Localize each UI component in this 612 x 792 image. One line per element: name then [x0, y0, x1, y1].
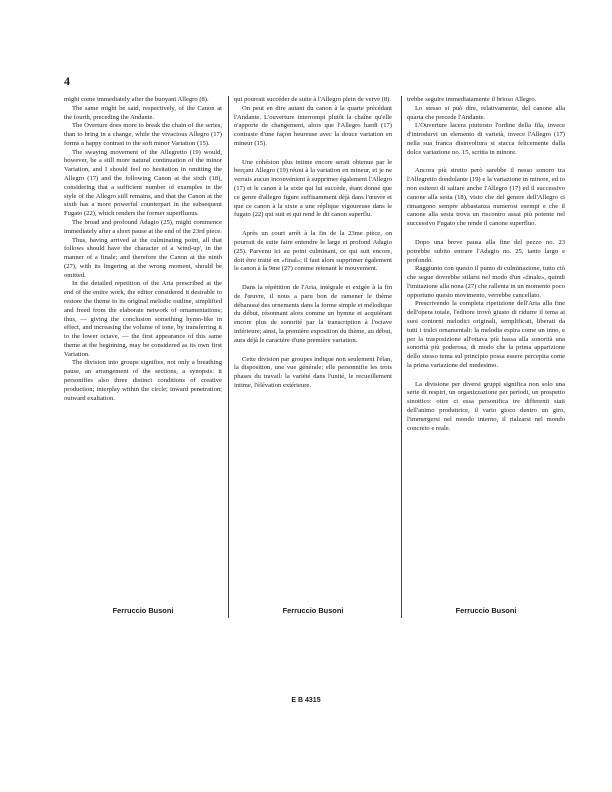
en-paragraph-3: The Overture does more to break the chain of the series, than to bring in a change, while the vivacious Allegro (17) forms a happy contrast to the soft minor Variation (15).	[64, 122, 222, 147]
fr-paragraph-6: Cette division par groupes indique non seulement l'élan, la disposition, une vue générale: elle personnifie les trois phases du travail: la variété dans l'unité, le recueillement intime, l'élévation extérieure.	[234, 355, 392, 389]
it-paragraph-1: trebbe seguire immediatamente il brioso Allegro.	[407, 96, 537, 103]
en-paragraph-1: might come immediately after the buoyant Allegro (8).	[64, 96, 209, 103]
it-paragraph-4: Ancora più stretto però sarebbe il nesso sonoro tra l'Allegretto dondolante (19) e la variazione in minore, ed io non esiterei di saltare anche l'Allegro (17) ed il successivo canone alla sesta (18), visto che del genere dell'Allegro ci rimangono sempre abbastanza numerosi esempi e che il canone alla sesta trova un riscontro assai più potente nel successivo Fugato che rende il canone superfluo.	[407, 167, 565, 228]
it-paragraph-5: Dopo una breve pausa alla fine del pezzo no. 23 potrebbe subito entrare l'Adagio no. 25, tanto largo e profondo.	[407, 238, 565, 264]
en-paragraph-8: The division into groups signifies, not only a breathing pause, an arrangement of the sections, a synopsis: it personifies also three distinct conditions of creative production; interplay within the circle; inward penetration; outward exaltation.	[64, 359, 222, 402]
page-number: 4	[64, 74, 70, 88]
en-paragraph-2: The same might be said, respectively, of the Canon at the fourth, preceding the Andante.	[64, 104, 222, 121]
it-paragraph-3: L'Ouverture lacera piuttosto l'ordine della fila, invece d'introdurvi un elemento di varietà, invece l'Allegro (17) nella sua franca disinvoltura si stacca felicemente dalla dolce variazione no. 15, scritta in minore.	[407, 122, 565, 156]
italian-column	[407, 96, 565, 433]
en-paragraph-7: In the detailed repetition of the Aria prescribed at the end of the entire work, the editor considered it desirable to restore the theme to its original melodic outline, simplified and freed from the elaborate network of ornamentations; thus, — giving the conclusion something hymn-like in effect, and increasing the volume of tone, by transferring it to the lower octave, — the first appearance of this same theme at the beginning, may be considered as its own first Variation.	[64, 280, 222, 358]
catalog-code: E B 4315	[291, 697, 321, 704]
fr-paragraph-5: Dans la répétition de l'Aria, intégrale et exigée à la fin de l'œuvre, il nous a paru bon de ramener le thème débarassé des ornements dans la forme simple et mélodique du début, résonnant alors comme un hymne et acquiérant encore plus de sonorité par la transcription à l'octave inférieure; ainsi, la première exposition du thème, au début, aura déjà le caractère d'une première variation.	[234, 284, 392, 344]
column-divider-1	[228, 96, 229, 618]
fr-paragraph-2: On peut en dire autant du canon à la quarte précédant l'Andante. L'ouverture interrompt plutôt la chaîne qu'elle n'apporte de changement, alors que l'Allegro hardi (17) contraste d'une façon heureuse avec la douce variation en mineur (15).	[234, 104, 392, 147]
fr-paragraph-3: Une cohésion plus intime encore serait obtenue par le berçant Allegro (19) réuni à la variation en mineur, et je ne verrais aucun inconvénient à supprimer également l'Allegro (17) et le canon à la sixte qui lui succède, étant donné que ce genre d'allegro figure suffisamment déjà dans l'œuvre et que ce canon à la sixte a une réplique vigoureuse dans le fugato (22) qui suit et qui rend le dit canon superflu.	[234, 158, 392, 219]
fr-signature: Ferruccio Busoni	[282, 606, 344, 615]
fr-paragraph-1: qui pourrait succéder de suite à l'Allegro plein de verve (8).	[234, 96, 391, 103]
en-paragraph-5: The broad and profound Adagio (25), might commence immediately after a short pause at the end of the 23rd piece.	[64, 218, 222, 235]
it-paragraph-7: Prescrivendo la completa ripetizione dell'Aria alla fine dell'opera totale, l'editore trovò giusto di ridurre il tema ai suoi contorni melodici originali, semplificati, liberati da tutti i tralci ornamentali: la melodia espira come un inno, e per la trasposizione all'ottava più bassa alla sonorità una sonorità più poderosa, di modo che la prima apparizione dello stesso tema sul principio possa essere percepita come la prima variazione del medesimo.	[407, 300, 565, 369]
fr-paragraph-4: Après un court arrêt à la fin de la 23me pièce, on pourrait de suite faire entendre le large et profond Adagio (25). Parvenu ici au point culminant, ce qui suit encore, doit être traité en «final»; il faut alors supprimer également le canon à la 9me (27) comme retenant le mouvement.	[234, 230, 392, 273]
it-paragraph-2: Lo stesso si può dire, relativamente, del canone alla quarta che precede l'Andante.	[407, 104, 565, 121]
it-paragraph-6: Raggiunto con questo il punto di culminazione, tutto ciò che segue dovrebbe stilarsi nel modo d'un «finale», quindi l'imitazione alla nona (27) che rallenta in un momento poco opportuno questo movimento, verrebbe cancellato.	[407, 265, 565, 299]
en-paragraph-4: The swaying movement of the Allegretto (19) would, however, be a still more natural continuation of the minor Variation, and I should feel no hesitation in omitting the Allegro (17) and the following Canon at the sixth (18), considering that a sufficient number of examples in the style of the Allegro still remains, and that the Canon at the sixth has a more powerful counterpart in the subsequent Fugato (22), which renders the former superfluous.	[64, 148, 222, 218]
it-signature: Ferruccio Busoni	[455, 606, 517, 615]
en-paragraph-6: Thus, having arrived at the culminating point, all that follows should have the character of a 'wind-up', in the manner of a finale; and therefore the Canon at the ninth (27), with its lingering at the wrong moment, should be omitted.	[64, 236, 222, 279]
en-signature: Ferruccio Busoni	[112, 606, 174, 615]
english-column	[64, 96, 222, 403]
column-divider-2	[401, 96, 402, 618]
it-paragraph-8: La divisione per diversi gruppi significa non solo una serie di respiri, un organizzazione per periodi, un prospetto sinottico: ottre ci essa personifica tre differenti stati dell'animo produttrice, il vario gioco dentro un giro, l'immergersi nel mondo interno, il rialzarsi nel mondo concreto e reale.	[407, 380, 565, 432]
french-column	[234, 96, 392, 391]
